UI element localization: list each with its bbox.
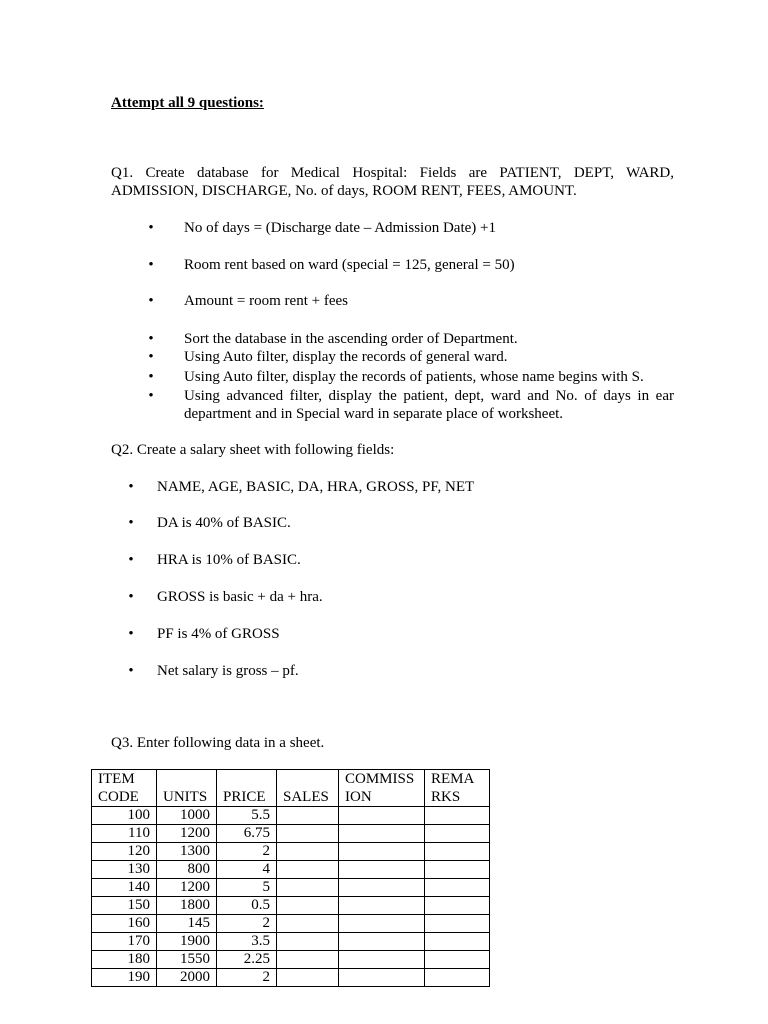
- bullet-icon: [147, 292, 155, 310]
- q2-bullet-5: PF is 4% of GROSS: [157, 626, 280, 642]
- q1-bullet-6: Using Auto filter, display the records of patients, whose name begins with S.: [184, 369, 644, 385]
- bullet-icon: [147, 348, 155, 366]
- cell-item-code: 130: [92, 861, 157, 879]
- cell-sales: [277, 915, 339, 933]
- table-row: [92, 915, 490, 933]
- header-remarks: [425, 770, 490, 807]
- cell-remarks: [425, 879, 490, 897]
- cell-sales: [277, 861, 339, 879]
- bullet-icon: [147, 256, 155, 274]
- bullet-icon: [127, 478, 135, 496]
- header-line-2: PRICE: [223, 789, 266, 805]
- table-row: [92, 969, 490, 987]
- cell-sales: [277, 879, 339, 897]
- cell-units: 1900: [157, 933, 217, 951]
- bullet-icon: [127, 551, 135, 569]
- q2-bullet-6: Net salary is gross – pf.: [157, 663, 299, 679]
- cell-price: 2: [217, 969, 277, 987]
- table-row: [92, 807, 490, 825]
- cell-item-code: 150: [92, 897, 157, 915]
- cell-commission: [339, 843, 425, 861]
- cell-item-code: 110: [92, 825, 157, 843]
- q1-bullet-1: No of days = (Discharge date – Admission Date) +1: [184, 220, 496, 236]
- q1-line-1: Q1. Create database for Medical Hospital: Fields are PATIENT, DEPT, WARD,: [111, 165, 674, 181]
- cell-item-code: 100: [92, 807, 157, 825]
- q1-bullet-4: Sort the database in the ascending order of Department.: [184, 331, 518, 347]
- cell-units: 1200: [157, 825, 217, 843]
- cell-commission: [339, 951, 425, 969]
- q1-bullet-2: Room rent based on ward (special = 125, general = 50): [184, 257, 515, 273]
- cell-price: 0.5: [217, 897, 277, 915]
- table-row: [92, 897, 490, 915]
- page-heading: Attempt all 9 questions:: [111, 95, 264, 111]
- cell-price: 2.25: [217, 951, 277, 969]
- cell-sales: [277, 969, 339, 987]
- cell-remarks: [425, 969, 490, 987]
- bullet-icon: [147, 368, 155, 386]
- q2-title: Q2. Create a salary sheet with following fields:: [111, 442, 395, 458]
- cell-units: 1200: [157, 879, 217, 897]
- q2-bullet-1: NAME, AGE, BASIC, DA, HRA, GROSS, PF, NET: [157, 479, 475, 495]
- cell-units: 800: [157, 861, 217, 879]
- table-row: [92, 933, 490, 951]
- cell-price: 5.5: [217, 807, 277, 825]
- table-header-row: [92, 770, 490, 807]
- q2-bullet-3: HRA is 10% of BASIC.: [157, 552, 301, 568]
- cell-remarks: [425, 915, 490, 933]
- cell-item-code: 120: [92, 843, 157, 861]
- header-sales: [277, 770, 339, 807]
- cell-units: 1300: [157, 843, 217, 861]
- cell-price: 2: [217, 915, 277, 933]
- cell-remarks: [425, 825, 490, 843]
- cell-commission: [339, 807, 425, 825]
- cell-commission: [339, 969, 425, 987]
- cell-units: 145: [157, 915, 217, 933]
- q1-bullet-7: Using advanced filter, display the patient, dept, ward and No. of days in ear: [184, 388, 674, 404]
- bullet-icon: [127, 588, 135, 606]
- header-line-2: ION: [345, 789, 372, 805]
- cell-remarks: [425, 897, 490, 915]
- cell-units: 1800: [157, 897, 217, 915]
- header-units: [157, 770, 217, 807]
- bullet-icon: [147, 330, 155, 348]
- q2-bullet-4: GROSS is basic + da + hra.: [157, 589, 323, 605]
- q1-line-2: ADMISSION, DISCHARGE, No. of days, ROOM RENT, FEES, AMOUNT.: [111, 183, 577, 199]
- cell-price: 5: [217, 879, 277, 897]
- cell-commission: [339, 861, 425, 879]
- q2-bullet-2: DA is 40% of BASIC.: [157, 515, 291, 531]
- header-line-1: REMA: [431, 771, 475, 787]
- header-line-1: ITEM: [98, 771, 135, 787]
- header-item-code: [92, 770, 157, 807]
- cell-item-code: 190: [92, 969, 157, 987]
- cell-commission: [339, 879, 425, 897]
- q1-bullet-3: Amount = room rent + fees: [184, 293, 348, 309]
- q3-title: Q3. Enter following data in a sheet.: [111, 735, 325, 751]
- header-line-2: SALES: [283, 789, 329, 805]
- cell-price: 6.75: [217, 825, 277, 843]
- cell-price: 3.5: [217, 933, 277, 951]
- cell-sales: [277, 933, 339, 951]
- header-line-2: UNITS: [163, 789, 208, 805]
- cell-commission: [339, 933, 425, 951]
- cell-remarks: [425, 843, 490, 861]
- cell-sales: [277, 951, 339, 969]
- bullet-icon: [127, 514, 135, 532]
- table-row: [92, 951, 490, 969]
- table-row: [92, 825, 490, 843]
- header-line-2: RKS: [431, 789, 461, 805]
- cell-commission: [339, 915, 425, 933]
- cell-item-code: 180: [92, 951, 157, 969]
- cell-item-code: 140: [92, 879, 157, 897]
- bullet-icon: [127, 662, 135, 680]
- bullet-icon: [147, 387, 155, 405]
- cell-remarks: [425, 807, 490, 825]
- cell-commission: [339, 897, 425, 915]
- header-commission: [339, 770, 425, 807]
- cell-commission: [339, 825, 425, 843]
- cell-units: 1000: [157, 807, 217, 825]
- cell-sales: [277, 807, 339, 825]
- bullet-icon: [127, 625, 135, 643]
- q1-bullet-7-continued: department and in Special ward in separate place of worksheet.: [184, 406, 564, 422]
- table-row: [92, 879, 490, 897]
- cell-sales: [277, 825, 339, 843]
- header-line-2: CODE: [98, 789, 139, 805]
- cell-sales: [277, 843, 339, 861]
- table-row: [92, 843, 490, 861]
- cell-remarks: [425, 933, 490, 951]
- cell-units: 1550: [157, 951, 217, 969]
- cell-item-code: 170: [92, 933, 157, 951]
- cell-remarks: [425, 861, 490, 879]
- bullet-icon: [147, 219, 155, 237]
- cell-item-code: 160: [92, 915, 157, 933]
- cell-sales: [277, 897, 339, 915]
- cell-price: 4: [217, 861, 277, 879]
- header-line-1: COMMISS: [345, 771, 415, 787]
- cell-remarks: [425, 951, 490, 969]
- cell-price: 2: [217, 843, 277, 861]
- q3-data-table: [91, 769, 490, 987]
- header-price: [217, 770, 277, 807]
- table-row: [92, 861, 490, 879]
- cell-units: 2000: [157, 969, 217, 987]
- q1-bullet-5: Using Auto filter, display the records of general ward.: [184, 349, 508, 365]
